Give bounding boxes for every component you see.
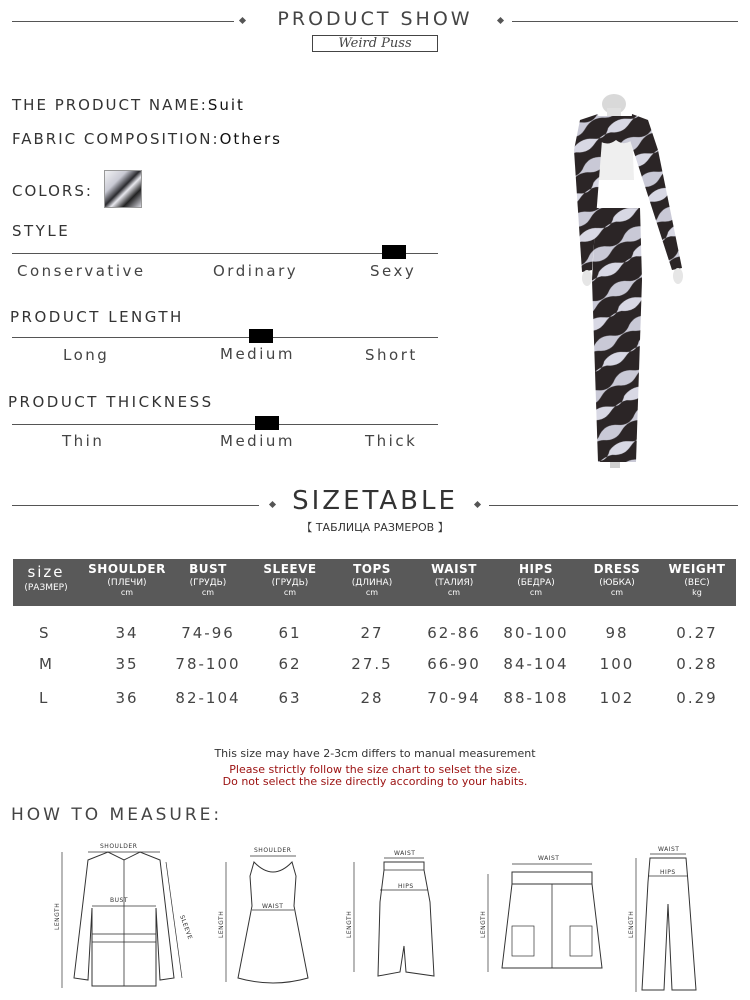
sizetable-subtitle: 【 ТАБЛИЦА РАЗМЕРОВ 】 xyxy=(301,521,449,534)
dress-length-label: LENGTH xyxy=(218,910,225,938)
table-cell: 28 xyxy=(360,689,384,707)
length-scale-line xyxy=(12,337,438,338)
style-scale-line xyxy=(12,253,438,254)
table-cell: 62 xyxy=(278,655,302,673)
table-cell: 84-104 xyxy=(503,655,569,673)
dress-diagram xyxy=(214,842,314,992)
thickness-label-thick: Thick xyxy=(365,432,418,450)
table-cell: 100 xyxy=(599,655,635,673)
colors-label: COLORS: xyxy=(12,182,93,200)
note-measurement: This size may have 2-3cm differs to manual measurement xyxy=(214,747,536,760)
page-title: PRODUCT SHOW xyxy=(277,8,473,30)
table-cell: 61 xyxy=(278,624,302,642)
product-name-label: THE PRODUCT NAME: xyxy=(12,96,208,114)
how-to-measure-title: HOW TO MEASURE: xyxy=(11,805,223,825)
table-cell: 0.27 xyxy=(676,624,718,642)
jacket-shoulder-label: SHOULDER xyxy=(100,843,138,850)
product-name-value: Suit xyxy=(207,96,245,114)
length-label-medium: Medium xyxy=(220,345,295,363)
pants-diagram xyxy=(622,842,702,996)
table-cell: 98 xyxy=(605,624,629,642)
length-title: PRODUCT LENGTH xyxy=(10,308,184,326)
table-cell: 102 xyxy=(599,689,635,707)
fabric-row xyxy=(12,130,282,148)
style-label-sexy: Sexy xyxy=(370,262,417,280)
table-cell: 62-86 xyxy=(427,624,481,642)
table-cell: 0.28 xyxy=(676,655,718,673)
header-size: size (РАЗМЕР) xyxy=(24,563,68,593)
header-hips: HIPS (БЕДРА) cm xyxy=(517,562,555,597)
table-cell: 27.5 xyxy=(351,655,393,673)
mini-skirt-length-label: LENGTH xyxy=(480,910,487,938)
table-cell: 36 xyxy=(115,689,139,707)
table-cell: 34 xyxy=(115,624,139,642)
table-row-size: L xyxy=(39,689,50,707)
mini-skirt-diagram xyxy=(474,850,614,980)
table-cell: 27 xyxy=(360,624,384,642)
long-skirt-hips-label: HIPS xyxy=(398,883,414,890)
product-name-row xyxy=(12,96,245,114)
table-cell: 78-100 xyxy=(175,655,241,673)
jacket-length-label: LENGTH xyxy=(54,902,61,930)
pants-length-label: LENGTH xyxy=(628,910,635,938)
long-skirt-waist-label: WAIST xyxy=(394,850,416,857)
table-cell: 74-96 xyxy=(181,624,235,642)
length-marker xyxy=(249,329,273,343)
thickness-label-medium: Medium xyxy=(220,432,295,450)
header-waist: WAIST (ТАЛИЯ) cm xyxy=(431,562,477,597)
jacket-diagram xyxy=(48,838,198,994)
thickness-label-thin: Thin xyxy=(62,432,105,450)
note-follow-chart: Please strictly follow the size chart to selset the size. xyxy=(229,763,521,776)
fabric-value: Others xyxy=(219,130,282,148)
color-swatch[interactable] xyxy=(104,170,142,208)
header-bust: BUST (ГРУДЬ) cm xyxy=(189,562,227,597)
table-cell: 80-100 xyxy=(503,624,569,642)
style-label-ordinary: Ordinary xyxy=(213,262,299,280)
jacket-sleeve-label: SLEEVE xyxy=(178,914,194,941)
table-cell: 35 xyxy=(115,655,139,673)
table-row-size: M xyxy=(39,655,54,673)
table-header xyxy=(13,559,736,606)
header-weight: WEIGHT (ВЕС) kg xyxy=(668,562,726,597)
table-cell: 88-108 xyxy=(503,689,569,707)
brand-name: Weird Puss xyxy=(312,35,438,52)
pants-hips-label: HIPS xyxy=(660,869,676,876)
table-cell: 70-94 xyxy=(427,689,481,707)
sizetable-title: SIZETABLE xyxy=(292,486,458,516)
fabric-label: FABRIC COMPOSITION: xyxy=(12,130,220,148)
header-tops: TOPS (ДЛИНА) cm xyxy=(351,562,393,597)
long-skirt-diagram xyxy=(340,846,450,992)
product-photo xyxy=(540,90,690,470)
style-marker xyxy=(382,245,406,259)
table-cell: 63 xyxy=(278,689,302,707)
header-dress: DRESS (ЮБКА) cm xyxy=(593,562,641,597)
jacket-bust-label: BUST xyxy=(110,897,128,904)
header-shoulder: SHOULDER (ПЛЕЧИ) cm xyxy=(88,562,166,597)
long-skirt-length-label: LENGTH xyxy=(346,910,353,938)
length-label-long: Long xyxy=(63,346,110,364)
length-label-short: Short xyxy=(365,346,418,364)
style-label-conservative: Conservative xyxy=(17,262,146,280)
pants-waist-label: WAIST xyxy=(658,846,680,853)
header-right-line xyxy=(512,21,738,22)
header-sleeve: SLEEVE (ГРУДЬ) cm xyxy=(263,562,317,597)
note-habits: Do not select the size directly according to your habits. xyxy=(222,775,528,788)
thickness-title: PRODUCT THICKNESS xyxy=(8,393,214,411)
table-cell: 82-104 xyxy=(175,689,241,707)
thickness-marker xyxy=(255,416,279,430)
dress-waist-label: WAIST xyxy=(262,903,284,910)
table-cell: 0.29 xyxy=(676,689,718,707)
style-title: STYLE xyxy=(12,222,71,240)
thickness-scale-line xyxy=(12,424,438,425)
dress-shoulder-label: SHOULDER xyxy=(254,847,292,854)
table-row-size: S xyxy=(39,624,51,642)
mini-skirt-waist-label: WAIST xyxy=(538,855,560,862)
sizetable-right-line xyxy=(489,505,738,506)
table-cell: 66-90 xyxy=(427,655,481,673)
